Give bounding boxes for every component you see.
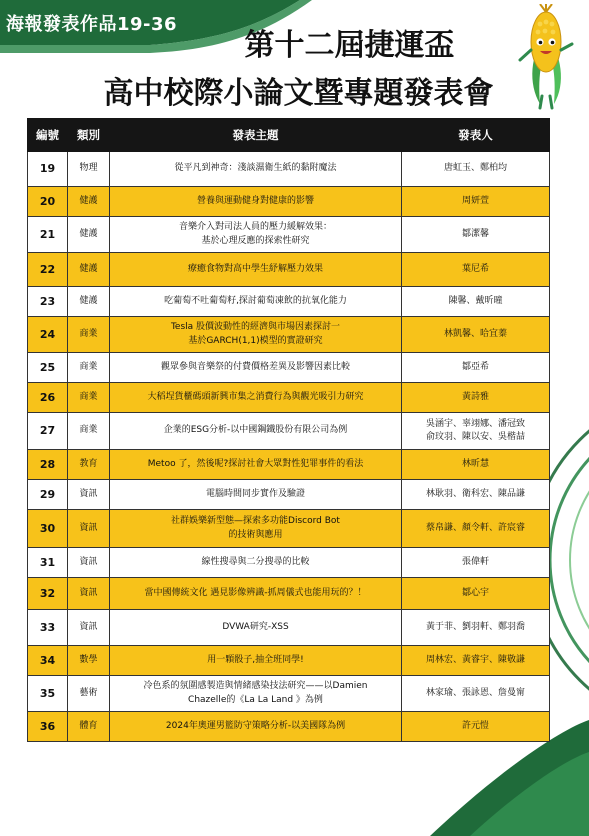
table-row	[28, 676, 550, 712]
topic-line: DVWA研究-XSS	[222, 621, 289, 632]
presenter-line: 葉尼希	[461, 263, 489, 274]
row-presenter-cell	[402, 187, 550, 217]
row-id-cell: 22	[28, 253, 68, 287]
row-topic-cell	[110, 646, 402, 676]
table-row	[28, 510, 550, 548]
row-presenter-cell	[402, 383, 550, 413]
topic-line: Metoo 了，然後呢?探討社會大眾對性犯罪事件的看法	[147, 458, 364, 469]
table-row	[28, 152, 550, 187]
row-id-cell: 19	[28, 152, 68, 187]
row-category-cell: 商業	[68, 383, 110, 413]
topic-line: Chazelle的《La La Land 》為例	[188, 694, 323, 705]
row-category-cell: 資訊	[68, 510, 110, 548]
topic-line: 當中國傳統文化 遇見影像辨識-抓周儀式也能用玩的？！	[144, 587, 367, 598]
topic-line: 電腦時間同步實作及驗證	[205, 488, 305, 499]
table-row	[28, 217, 550, 253]
row-category-cell: 資訊	[68, 548, 110, 578]
topic-line: 冷色系的氛圍感製造與情緒感染技法研究——以Damien	[143, 681, 368, 692]
table-row	[28, 253, 550, 287]
column-header-presenter: 發表人	[402, 119, 550, 152]
row-presenter-cell	[402, 510, 550, 548]
topic-line: 觀眾參與音樂祭的付費價格差異及影響因素比較	[160, 361, 350, 372]
page-title-line1: 第十二屆捷運盃	[244, 28, 455, 63]
row-id-cell: 29	[28, 480, 68, 510]
table-row	[28, 646, 550, 676]
row-presenter-cell	[402, 413, 550, 450]
table-row	[28, 413, 550, 450]
row-presenter-cell	[402, 578, 550, 610]
row-presenter-cell	[402, 253, 550, 287]
row-topic-cell	[110, 450, 402, 480]
row-id-cell: 34	[28, 646, 68, 676]
row-topic-cell	[110, 480, 402, 510]
row-category-cell: 物理	[68, 152, 110, 187]
row-category-cell: 資訊	[68, 480, 110, 510]
table-row	[28, 450, 550, 480]
table-row	[28, 187, 550, 217]
presenter-line: 唐虹玉、鄭柏均	[443, 163, 507, 174]
topic-line: 從平凡到神奇：淺談濕衛生紙的黏附魔法	[174, 163, 337, 174]
presenter-line: 張偉軒	[461, 556, 489, 567]
row-category-cell: 體育	[68, 712, 110, 742]
table-header-row	[28, 119, 550, 152]
presenter-line: 林家瑜、張詠恩、詹曼甯	[425, 687, 525, 698]
table-row	[28, 712, 550, 742]
row-topic-cell	[110, 152, 402, 187]
row-presenter-cell	[402, 217, 550, 253]
row-topic-cell	[110, 383, 402, 413]
topic-line: 用一顆骰子,抽全班同學!	[207, 654, 304, 665]
topic-line: 2024年奧運男籃防守策略分析-以美國隊為例	[165, 720, 346, 731]
row-presenter-cell	[402, 712, 550, 742]
presenter-line: 黃詩雅	[461, 391, 489, 402]
topic-line: 基於GARCH(1,1)模型的實證研究	[188, 335, 323, 346]
poster-series-tag: 海報發表作品19-36	[6, 14, 178, 35]
row-category-cell: 健護	[68, 187, 110, 217]
row-id-cell: 32	[28, 578, 68, 610]
row-presenter-cell	[402, 548, 550, 578]
presenter-line: 周林宏、黃睿宇、陳敬謙	[425, 654, 525, 665]
row-presenter-cell	[402, 287, 550, 317]
table-row	[28, 383, 550, 413]
table-row	[28, 548, 550, 578]
row-topic-cell	[110, 187, 402, 217]
row-category-cell: 健護	[68, 287, 110, 317]
presenter-line: 鄒心宇	[461, 587, 489, 598]
row-topic-cell	[110, 548, 402, 578]
row-presenter-cell	[402, 450, 550, 480]
row-presenter-cell	[402, 646, 550, 676]
row-topic-cell	[110, 712, 402, 742]
table-row	[28, 287, 550, 317]
row-presenter-cell	[402, 152, 550, 187]
topic-line: 營養與運動健身對健康的影響	[196, 195, 314, 206]
table-row	[28, 353, 550, 383]
topic-line: 企業的ESG分析-以中國鋼鐵股份有限公司為例	[163, 425, 348, 436]
row-category-cell: 資訊	[68, 578, 110, 610]
table-row	[28, 578, 550, 610]
row-category-cell: 健護	[68, 217, 110, 253]
row-id-cell: 21	[28, 217, 68, 253]
column-header-category: 類別	[68, 119, 110, 152]
row-category-cell: 數學	[68, 646, 110, 676]
row-id-cell: 27	[28, 413, 68, 450]
topic-line: 的技術與應用	[228, 529, 283, 540]
topic-line: 大稻埕貨櫃碼頭新興市集之消費行為與觀光吸引力研究	[147, 391, 364, 402]
row-topic-cell	[110, 676, 402, 712]
row-topic-cell	[110, 578, 402, 610]
row-id-cell: 23	[28, 287, 68, 317]
row-category-cell: 商業	[68, 353, 110, 383]
row-id-cell: 35	[28, 676, 68, 712]
row-presenter-cell	[402, 610, 550, 646]
topic-line: Tesla 股價波動性的經濟與市場因素探討一	[170, 322, 341, 333]
row-id-cell: 30	[28, 510, 68, 548]
row-topic-cell	[110, 610, 402, 646]
row-presenter-cell	[402, 353, 550, 383]
row-id-cell: 24	[28, 317, 68, 353]
row-id-cell: 28	[28, 450, 68, 480]
presenter-line: 林昕慧	[461, 458, 489, 469]
table-body	[28, 152, 550, 742]
topic-line: 社群娛樂新型態—探索多功能Discord Bot	[171, 516, 340, 527]
row-category-cell: 商業	[68, 413, 110, 450]
presenter-line: 蔡帛謙、顏令軒、許宸睿	[425, 522, 525, 533]
row-id-cell: 26	[28, 383, 68, 413]
topic-line: 吃葡萄不吐葡萄籽,探討葡萄凍飲的抗氧化能力	[164, 295, 347, 306]
row-id-cell: 33	[28, 610, 68, 646]
row-category-cell: 資訊	[68, 610, 110, 646]
row-topic-cell	[110, 510, 402, 548]
row-category-cell: 商業	[68, 317, 110, 353]
presenter-line: 鄒潔馨	[461, 228, 489, 239]
row-presenter-cell	[402, 676, 550, 712]
row-id-cell: 36	[28, 712, 68, 742]
row-presenter-cell	[402, 480, 550, 510]
column-header-topic: 發表主題	[110, 119, 402, 152]
presenter-line: 俞玟羽、陳以安、吳楷喆	[425, 432, 525, 442]
presenter-line: 陳馨、戴昕曈	[448, 295, 503, 306]
row-topic-cell	[110, 353, 402, 383]
row-category-cell: 健護	[68, 253, 110, 287]
topic-line: 療癒食物對高中學生紓解壓力效果	[187, 263, 323, 274]
page-title-line2: 高中校際小論文暨專題發表會	[103, 76, 494, 111]
presenter-line: 黃于菲、劉羽軒、鄭羽喬	[425, 621, 525, 632]
row-id-cell: 31	[28, 548, 68, 578]
table-row	[28, 317, 550, 353]
row-presenter-cell	[402, 317, 550, 353]
presenter-line: 吳涵宇、辜翊娜、潘冠致	[425, 418, 525, 429]
presenter-line: 鄒亞希	[461, 361, 489, 372]
presenter-line: 林耿羽、衛科宏、陳品謙	[425, 488, 525, 499]
row-category-cell: 教育	[68, 450, 110, 480]
topic-line: 基於心理反應的探索性研究	[201, 235, 310, 246]
row-id-cell: 25	[28, 353, 68, 383]
presentation-schedule-table	[27, 118, 550, 742]
column-header-id: 編號	[28, 119, 68, 152]
row-topic-cell	[110, 287, 402, 317]
row-topic-cell	[110, 413, 402, 450]
presenter-line: 林凱馨、哈宜蓁	[443, 328, 507, 339]
table-row	[28, 610, 550, 646]
corn-mascot-icon	[510, 4, 582, 110]
presenter-line: 周妍萱	[461, 195, 489, 206]
topic-line: 音樂介入對司法人員的壓力緩解效果：	[178, 222, 332, 233]
table-row	[28, 480, 550, 510]
presenter-line: 許元愷	[461, 720, 489, 731]
row-category-cell: 藝術	[68, 676, 110, 712]
row-topic-cell	[110, 253, 402, 287]
row-topic-cell	[110, 217, 402, 253]
topic-line: 線性搜尋與二分搜尋的比較	[201, 556, 310, 567]
row-topic-cell	[110, 317, 402, 353]
row-id-cell: 20	[28, 187, 68, 217]
